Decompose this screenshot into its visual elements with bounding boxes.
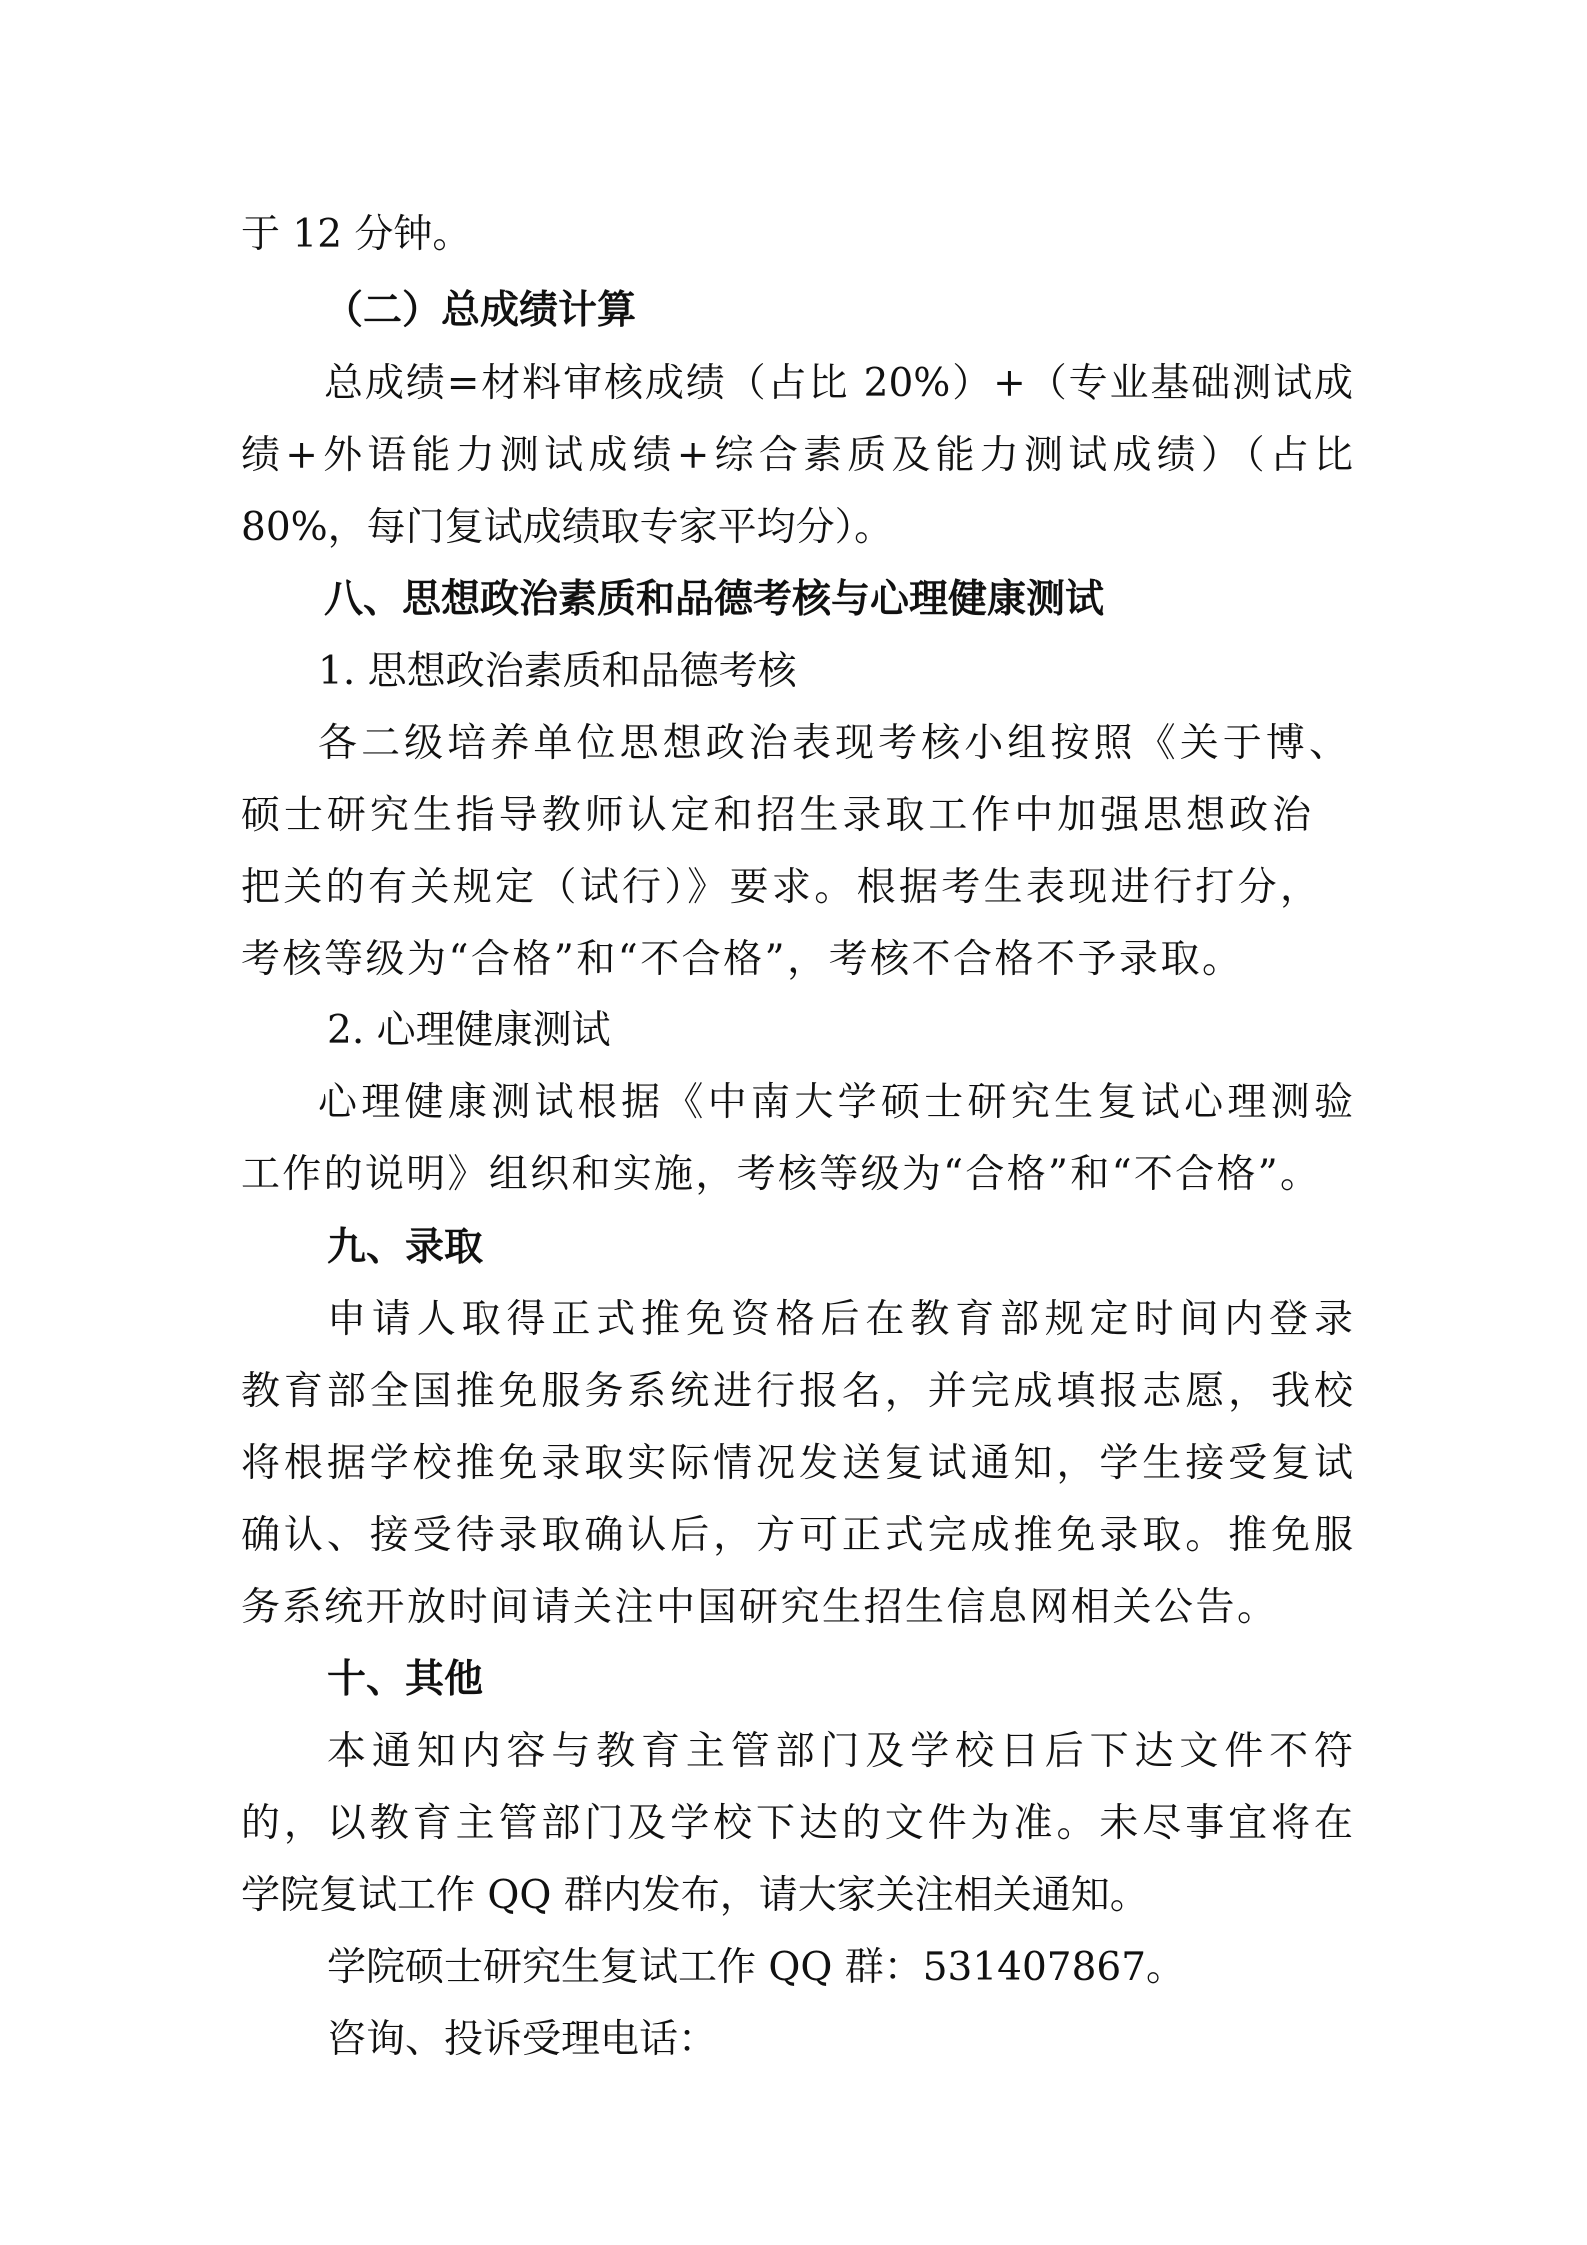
text-line-3: 总成绩=材料审核成绩（占比 20%）+（专业基础测试成 [324,361,1353,406]
text-line-17: 教育部全国推免服务系统进行报名，并完成填报志愿，我校 [241,1369,1353,1414]
text-line-24: 学院复试工作 QQ 群内发布，请大家关注相关通知。 [241,1873,1149,1918]
text-line-18: 将根据学校推免录取实际情况发送复试通知，学生接受复试 [241,1441,1353,1486]
section-heading-8: 八、思想政治素质和品德考核与心理健康测试 [324,577,1105,622]
text-line-11: 考核等级为“合格”和“不合格”，考核不合格不予录取。 [241,937,1241,982]
qq-group-line: 学院硕士研究生复试工作 QQ 群：531407867。 [327,1945,1186,1990]
text-line-23: 的，以教育主管部门及学校下达的文件为准。未尽事宜将在 [241,1801,1353,1846]
text-line-10: 把关的有关规定（试行）》要求。根据考生表现进行打分， [241,865,1319,910]
subheading-total-score: （二）总成绩计算 [324,288,637,333]
text-line-13: 心理健康测试根据《中南大学硕士研究生复试心理测验 [318,1080,1353,1125]
section-heading-10: 十、其他 [327,1657,484,1702]
text-line-9: 硕士研究生指导教师认定和招生录取工作中加强思想政治 [241,793,1311,838]
text-line-16: 申请人取得正式推免资格后在教育部规定时间内登录 [327,1297,1353,1342]
contact-phone-line: 咨询、投诉受理电话： [327,2017,718,2062]
text-line-1: 于 12 分钟。 [241,212,472,257]
text-line-20: 务系统开放时间请关注中国研究生招生信息网相关公告。 [241,1585,1276,1630]
text-line-19: 确认、接受待录取确认后，方可正式完成推免录取。推免服 [241,1513,1353,1558]
text-line-4: 绩+外语能力测试成绩+综合素质及能力测试成绩）（占比 [241,433,1353,478]
section-heading-9: 九、录取 [327,1225,484,1270]
subheading-mental-health: 2. 心理健康测试 [327,1008,611,1053]
text-line-5: 80%，每门复试成绩取专家平均分）。 [241,505,894,550]
text-line-8: 各二级培养单位思想政治表现考核小组按照《关于博、 [318,721,1348,766]
text-line-14: 工作的说明》组织和实施，考核等级为“合格”和“不合格”。 [241,1152,1319,1197]
subheading-ideology-check: 1. 思想政治素质和品德考核 [318,649,797,694]
text-line-22: 本通知内容与教育主管部门及学校日后下达文件不符 [327,1729,1353,1774]
